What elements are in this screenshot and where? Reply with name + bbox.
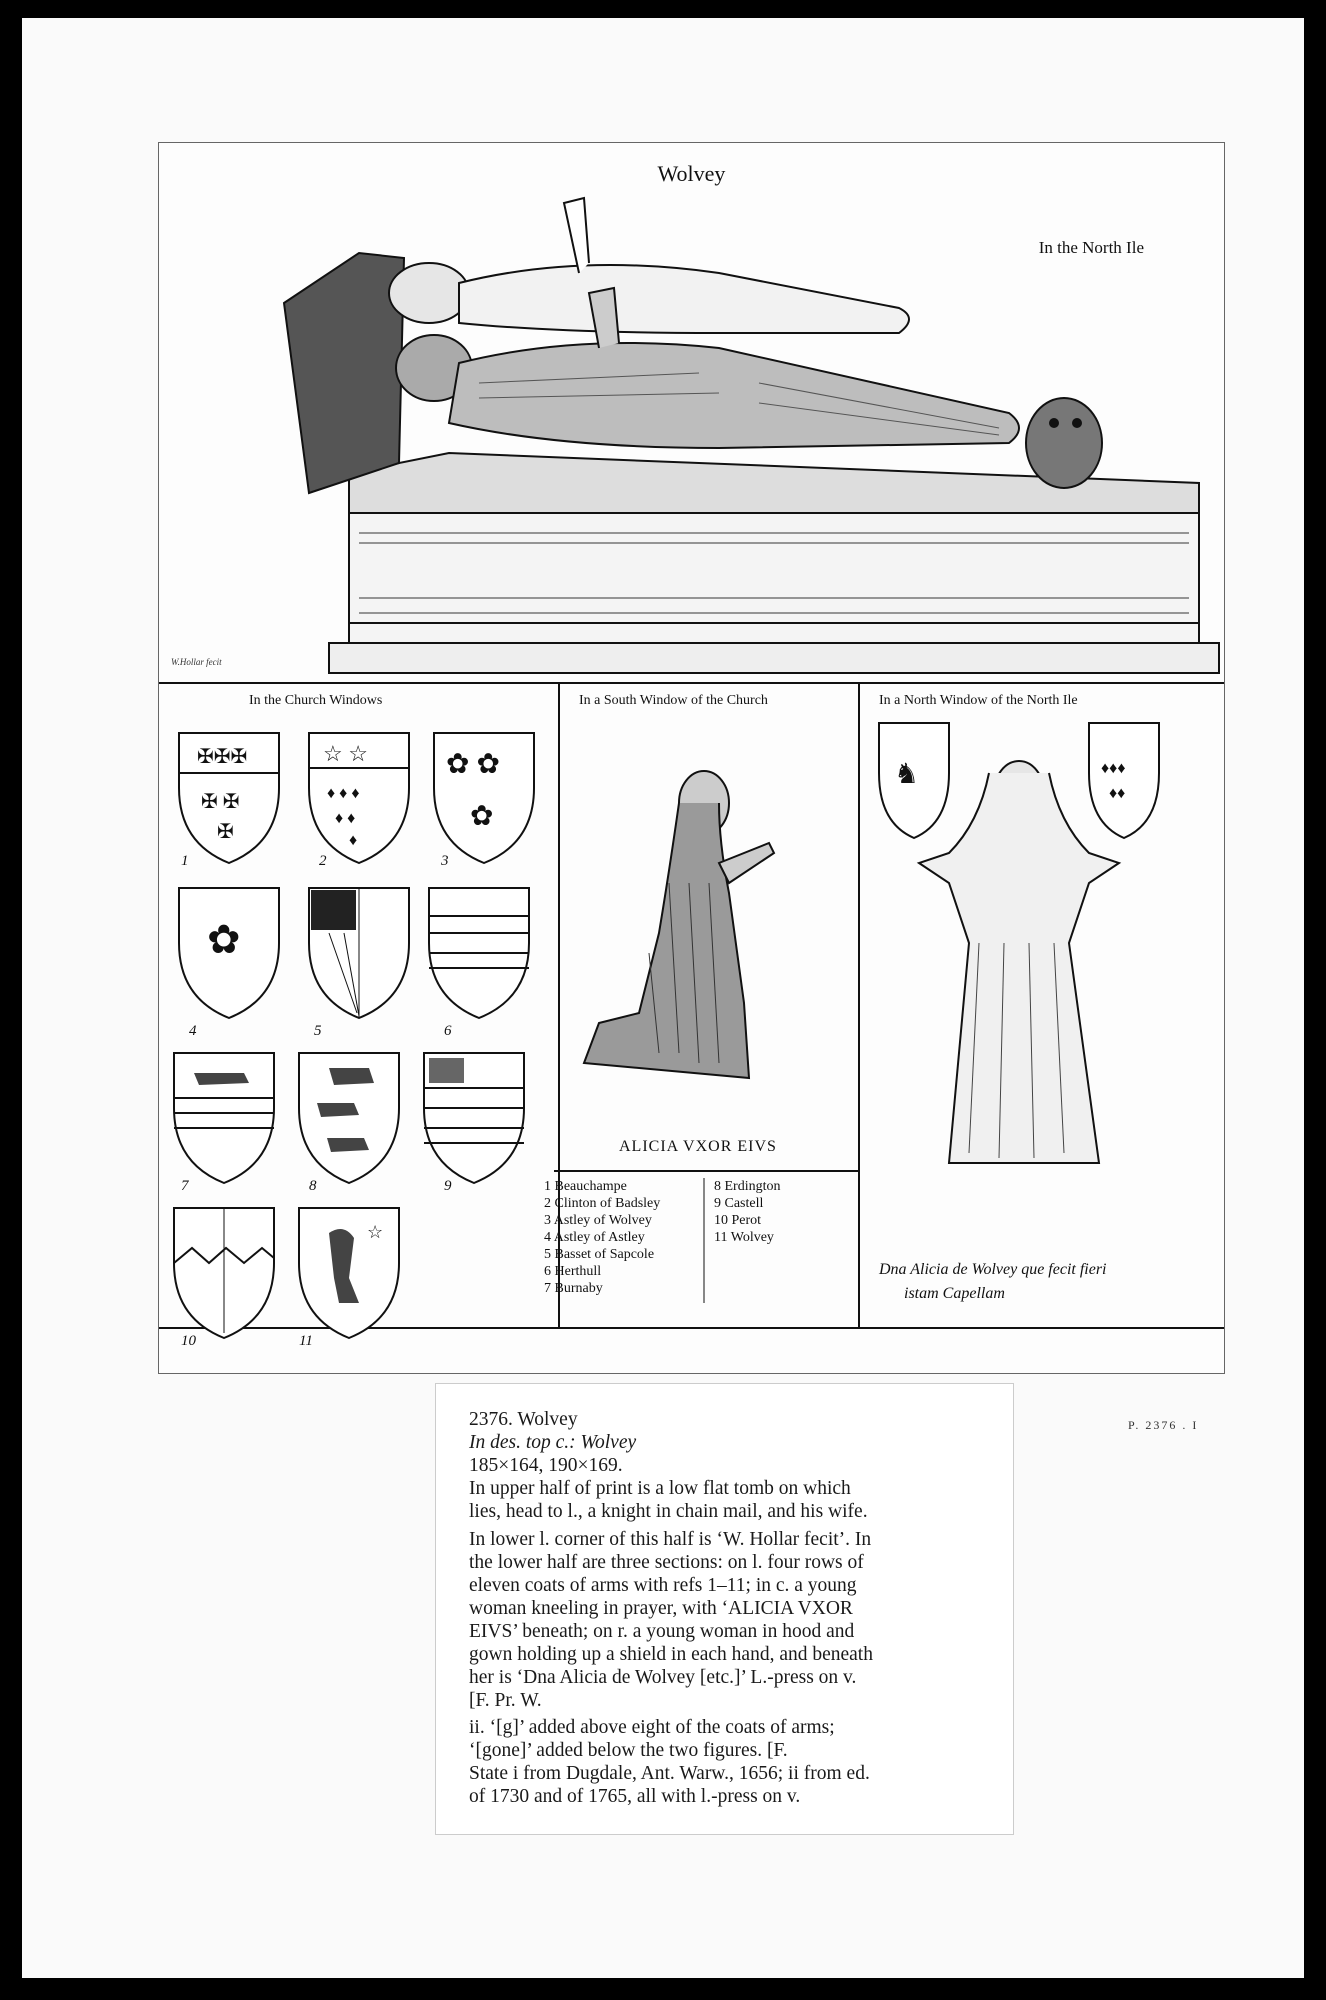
catalogue-line: of 1730 and of 1765, all with l.-press on v. (469, 1786, 801, 1807)
shield-4-astley-astley (179, 888, 279, 1018)
shield-11-wolvey (299, 1208, 399, 1338)
shield-number-3: 3 (441, 853, 449, 869)
engraving-print (158, 142, 1225, 1374)
church-windows-heading: In the Church Windows (249, 693, 383, 708)
catalogue-line: her is ‘Dna Alicia de Wolvey [etc.]’ L.-press on v. (469, 1667, 857, 1688)
svg-text:♦ ♦ ♦: ♦ ♦ ♦ (327, 785, 360, 802)
south-window-heading: In a South Window of the Church (579, 693, 768, 708)
svg-text:✠ ✠: ✠ ✠ (201, 791, 240, 813)
arms-legend-left (544, 1178, 660, 1297)
arms-legend-right (714, 1178, 781, 1246)
shield-number-1: 1 (181, 853, 189, 869)
legend-item: 3 Astley of Wolvey (544, 1213, 652, 1228)
shield-2-clinton (309, 733, 409, 863)
legend-item: 4 Astley of Astley (544, 1230, 645, 1245)
svg-text:☆: ☆ (367, 1222, 384, 1242)
svg-text:✿: ✿ (470, 801, 494, 832)
alicia-vxor-eivs-inscription: ALICIA VXOR EIVS (619, 1138, 777, 1155)
north-window-heading: In a North Window of the North Ile (879, 693, 1078, 708)
legend-item: 6 Herthull (544, 1264, 602, 1279)
shield-number-11: 11 (299, 1333, 313, 1349)
catalogue-line: In lower l. corner of this half is ‘W. Hollar fecit’. In (469, 1529, 872, 1550)
signature-text: W.Hollar fecit (171, 657, 222, 667)
legend-item: 10 Perot (714, 1213, 762, 1228)
svg-text:☆ ☆: ☆ ☆ (323, 741, 368, 766)
legend-item: 1 Beauchampe (544, 1179, 627, 1194)
catalogue-line: EIVS’ beneath; on r. a young woman in hood and (469, 1621, 855, 1642)
catalogue-line: lies, head to l., a knight in chain mail, and his wife. (469, 1501, 868, 1522)
shield-6-herthull (429, 888, 529, 1018)
catalogue-line: State i from Dugdale, Ant. Warw., 1656; ii from ed. (469, 1763, 870, 1784)
catalogue-line: In des. top c.: Wolvey (469, 1432, 637, 1453)
svg-text:♦ ♦: ♦ ♦ (335, 810, 356, 827)
legend-item: 11 Wolvey (714, 1230, 774, 1245)
dna-alicia-inscription-2: istam Capellam (904, 1285, 1005, 1302)
shield-9-castell (424, 1053, 524, 1183)
coats-of-arms-grid (159, 723, 559, 1373)
svg-text:♦: ♦ (349, 832, 358, 849)
catalogue-line: woman kneeling in prayer, with ‘ALICIA VXOR (469, 1598, 853, 1619)
legend-item: 7 Burnaby (544, 1281, 603, 1296)
north-aisle-label: In the North Ile (1038, 238, 1144, 257)
catalogue-line: 2376. Wolvey (469, 1409, 578, 1430)
shield-number-9: 9 (444, 1178, 452, 1194)
catalogue-line: 185×164, 190×169. (469, 1455, 623, 1476)
shield-5-basset (309, 888, 409, 1018)
legend-item: 8 Erdington (714, 1179, 781, 1194)
shield-number-4: 4 (189, 1023, 197, 1039)
shield-number-7: 7 (181, 1178, 189, 1194)
dna-alicia-inscription-1: Dna Alicia de Wolvey que fecit fieri (879, 1261, 1107, 1278)
standing-woman-figure (859, 713, 1219, 1173)
shield-8-erdington (299, 1053, 399, 1183)
shield-10-perot (174, 1208, 274, 1338)
catalogue-card (435, 1383, 1014, 1835)
catalogue-line: [F. Pr. W. (469, 1690, 542, 1711)
svg-text:♞: ♞ (894, 759, 920, 790)
svg-text:✿: ✿ (207, 917, 241, 962)
shield-number-5: 5 (314, 1023, 322, 1039)
svg-text:♦♦♦: ♦♦♦ (1101, 760, 1126, 777)
catalogue-line: gown holding up a shield in each hand, and beneath (469, 1644, 873, 1665)
shield-number-8: 8 (309, 1178, 317, 1194)
svg-text:✠✠✠: ✠✠✠ (197, 746, 248, 768)
print-title: Wolvey (657, 161, 726, 186)
catalogue-line: the lower half are three sections: on l. four rows of (469, 1552, 864, 1573)
shield-7-burnaby (174, 1053, 274, 1183)
shield-number-10: 10 (181, 1333, 196, 1349)
catalogue-line: In upper half of print is a low flat tomb on which (469, 1478, 851, 1499)
svg-text:♦♦: ♦♦ (1109, 785, 1126, 802)
catalogue-line: ‘[gone]’ added below the two figures. [F. (469, 1740, 788, 1761)
legend-item: 5 Basset of Sapcole (544, 1247, 655, 1262)
svg-text:✠: ✠ (217, 821, 234, 843)
catalogue-line: eleven coats of arms with refs 1–11; in c. a young (469, 1575, 857, 1596)
shield-1-beauchampe (179, 733, 279, 863)
shield-3-astley-wolvey (434, 733, 534, 863)
legend-item: 9 Castell (714, 1196, 764, 1211)
catalogue-line: ii. ‘[g]’ added above eight of the coats of arms; (469, 1717, 835, 1738)
svg-text:✿ ✿: ✿ ✿ (446, 749, 500, 780)
page-reference: P. 2376 . I (1128, 1418, 1199, 1432)
shield-number-2: 2 (319, 853, 327, 869)
legend-item: 2 Clinton of Badsley (544, 1196, 661, 1211)
kneeling-woman-figure (559, 733, 859, 1133)
shield-number-6: 6 (444, 1023, 452, 1039)
